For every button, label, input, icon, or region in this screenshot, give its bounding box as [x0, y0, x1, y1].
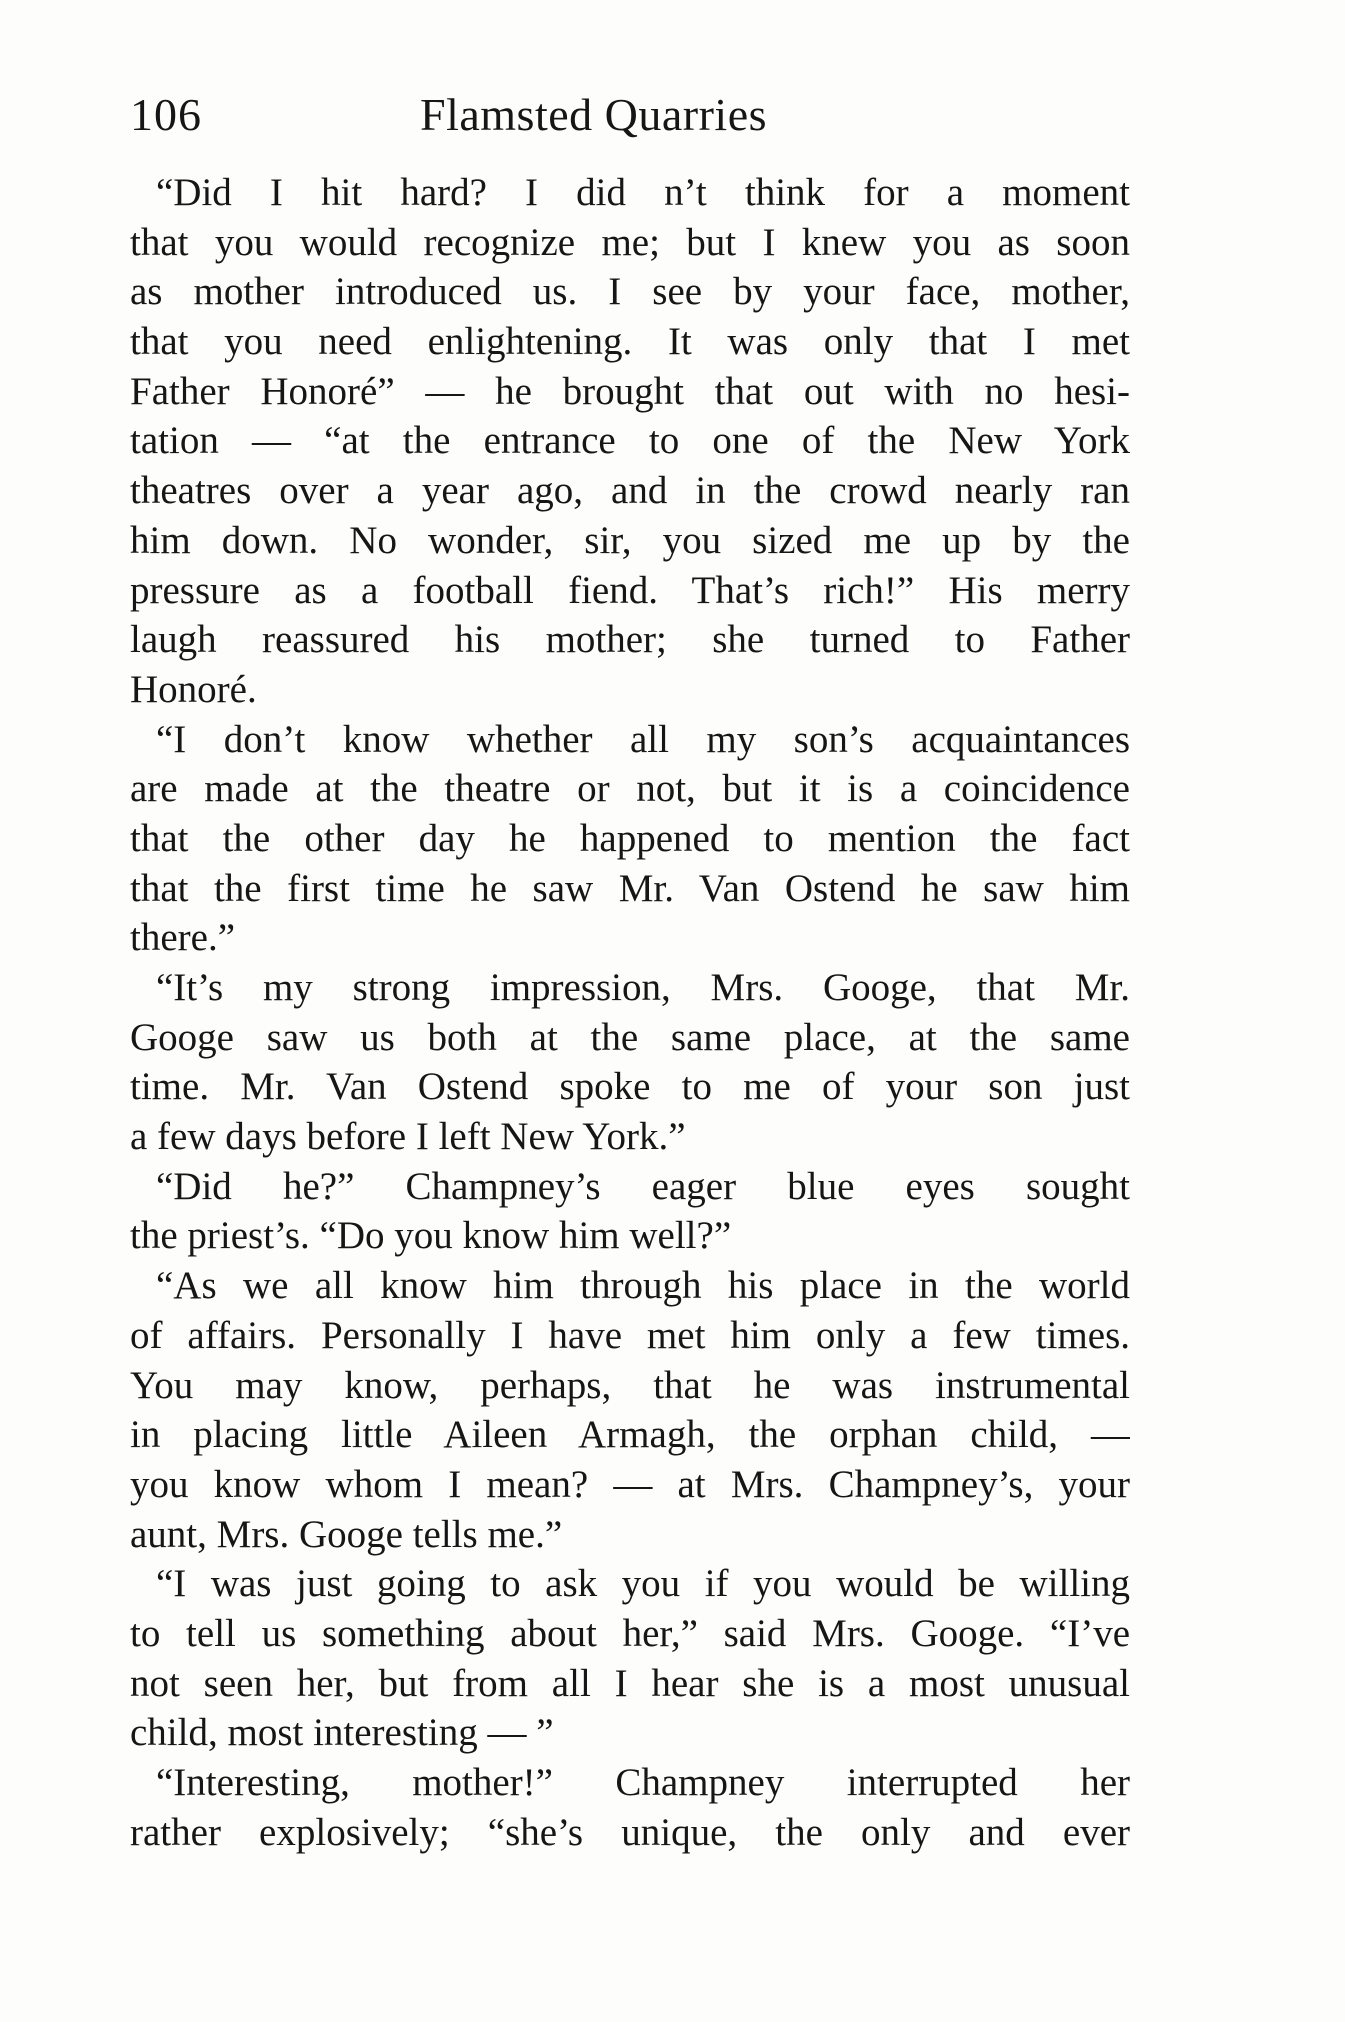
text-line: as mother introduced us. I see by your face, mother, [130, 270, 1130, 314]
text-line: you know whom I mean? — at Mrs. Champney’s, your [130, 1462, 1130, 1506]
text-line: tation — “at the entrance to one of the New York [130, 419, 1130, 463]
text-line: Googe saw us both at the same place, at the same [130, 1015, 1130, 1059]
text-line: aunt, Mrs. Googe tells me.” [130, 1512, 563, 1556]
text-line: pressure as a football fiend. That’s rich!” His merry [130, 568, 1130, 612]
text-line: of affairs. Personally I have met him only a few times. [130, 1313, 1130, 1357]
text-line: that the other day he happened to mention the fact [130, 816, 1130, 860]
text-line: theatres over a year ago, and in the crowd nearly ran [130, 469, 1130, 513]
text-line: that you would recognize me; but I knew you as soon [130, 220, 1130, 264]
text-line: “I don’t know whether all my son’s acquaintances [156, 717, 1130, 761]
text-line: in placing little Aileen Armagh, the orphan child, — [130, 1413, 1130, 1457]
page-number: 106 [130, 89, 202, 140]
text-line: are made at the theatre or not, but it is a coincidence [130, 767, 1130, 811]
text-line: Honoré. [130, 667, 257, 711]
text-line: that you need enlightening. It was only that I met [130, 320, 1130, 364]
running-title: Flamsted Quarries [420, 89, 768, 140]
text-line: time. Mr. Van Ostend spoke to me of your son just [130, 1065, 1130, 1109]
page-header [130, 88, 1130, 158]
text-line: “Interesting, mother!” Champney interrupted her [156, 1761, 1130, 1804]
text-line: child, most interesting — ” [130, 1711, 554, 1755]
text-line: him down. No wonder, sir, you sized me up by the [130, 518, 1130, 562]
text-line: not seen her, but from all I hear she is a most unusual [130, 1661, 1130, 1705]
text-line: a few days before I left New York.” [130, 1115, 686, 1159]
text-line: “As we all know him through his place in the world [156, 1264, 1130, 1308]
text-line: laugh reassured his mother; she turned to Father [130, 618, 1130, 662]
text-line: You may know, perhaps, that he was instrumental [130, 1363, 1130, 1407]
text-line: to tell us something about her,” said Mrs. Googe. “I’ve [130, 1611, 1130, 1655]
text-line: there.” [130, 916, 236, 960]
text-line: Father Honoré” — he brought that out with no hesi- [130, 369, 1130, 413]
text-line: the priest’s. “Do you know him well?” [130, 1214, 732, 1258]
text-line: “Did he?” Champney’s eager blue eyes sought [156, 1164, 1130, 1208]
text-line: “Did I hit hard? I did n’t think for a moment [156, 171, 1130, 214]
text-line: that the first time he saw Mr. Van Ostend he saw him [130, 866, 1130, 910]
body-text [130, 168, 1130, 1857]
text-line: rather explosively; “she’s unique, the only and ever [130, 1810, 1130, 1854]
text-line: “It’s my strong impression, Mrs. Googe, that Mr. [156, 966, 1130, 1009]
text-line: “I was just going to ask you if you would be willing [156, 1562, 1130, 1606]
